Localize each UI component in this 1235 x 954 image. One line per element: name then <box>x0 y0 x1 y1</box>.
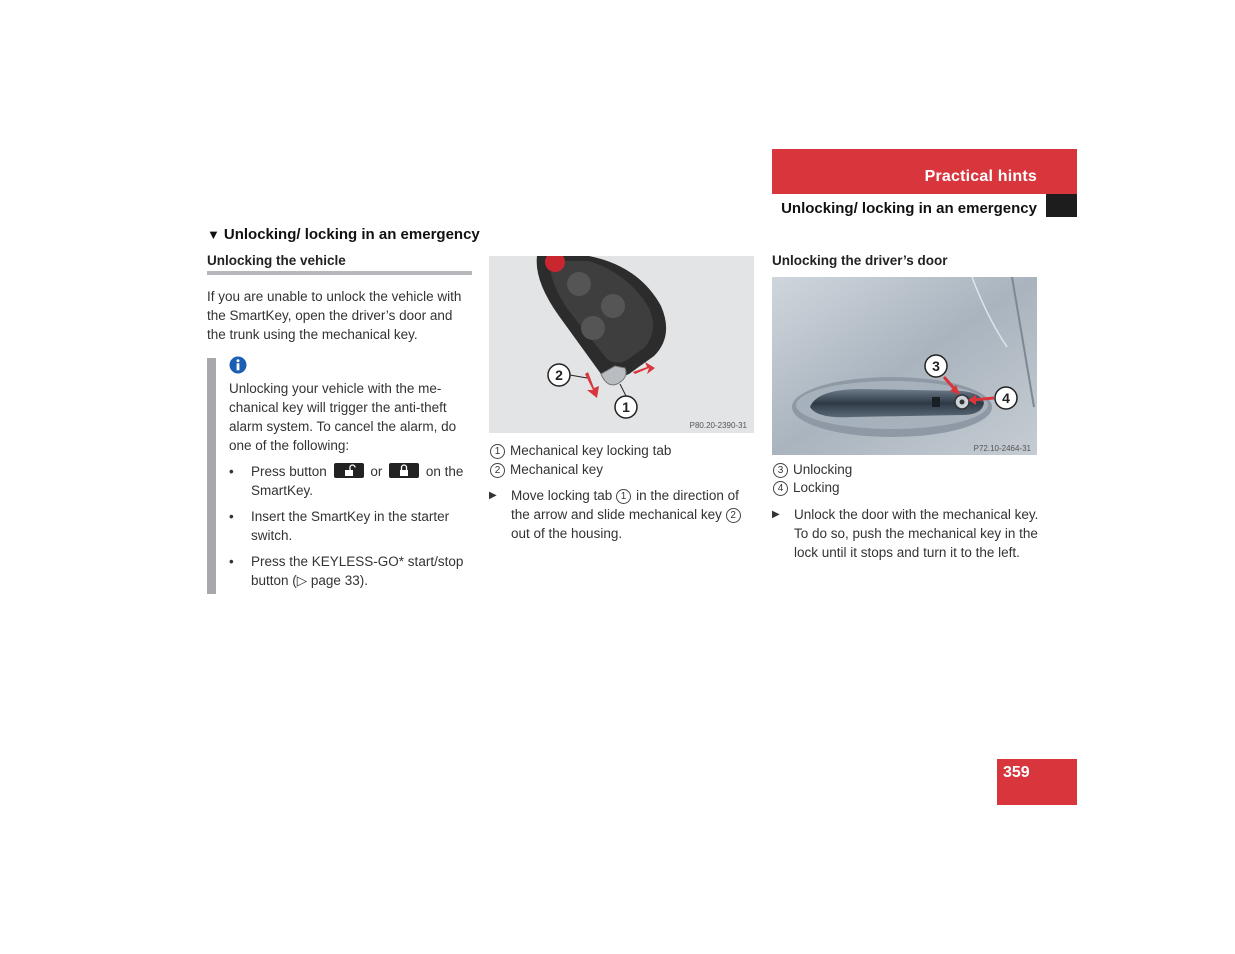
heading-rule <box>207 271 472 275</box>
info-icon <box>229 356 247 374</box>
section-title: Practical hints <box>924 168 1037 185</box>
lock-button-icon <box>389 463 419 478</box>
bullet-2-text: Insert the SmartKey in the starter switch. <box>251 509 450 543</box>
arrow-right-icon: ▶ <box>772 509 780 520</box>
col3-heading: Unlocking the driver’s door <box>772 253 948 268</box>
legend-text-3: Unlocking <box>793 462 853 477</box>
col1-heading: Unlocking the vehicle <box>207 253 346 268</box>
unlock-button-icon <box>334 463 364 478</box>
bullet-dot: • <box>229 554 234 569</box>
page-number: 359 <box>1003 764 1030 781</box>
door-handle-illustration <box>772 277 1037 455</box>
main-heading <box>207 226 480 243</box>
subsection-title: Unlocking/ locking in an emergency <box>781 200 1037 217</box>
bullet-dot: • <box>229 464 234 479</box>
bullet-dot: • <box>229 509 234 524</box>
col3-step <box>772 505 1040 585</box>
bullet-1-before: Press button <box>251 464 327 479</box>
arrow-right-icon: ▶ <box>489 490 497 501</box>
legend-text-1: Mechanical key locking tab <box>510 443 672 458</box>
legend-num-2: 2 <box>490 463 505 478</box>
bullet-1-middle: or <box>370 464 383 479</box>
legend-text-4: Locking <box>793 480 840 495</box>
callout-3-label: 3 <box>932 358 940 374</box>
image-code: P72.10-2464-31 <box>973 444 1031 453</box>
info-bullet-1 <box>229 462 472 502</box>
image-code: P80.20-2390-31 <box>689 421 747 430</box>
step-num-1: 1 <box>616 489 631 504</box>
legend-num-3: 3 <box>773 463 788 478</box>
legend-item-3 <box>773 460 1038 479</box>
main-heading-text: Unlocking/ locking in an emergency <box>223 226 480 243</box>
legend-num-1: 1 <box>490 444 505 459</box>
bullet-1-after: on the SmartKey. <box>251 464 464 498</box>
legend-item-4 <box>773 478 1038 497</box>
col2-step <box>489 486 757 546</box>
callout-4-label: 4 <box>1002 390 1010 406</box>
callout-1-label: 1 <box>622 399 630 415</box>
info-bullet-3 <box>229 552 472 592</box>
step-middle: in the direction of the arrow and slide mechanical key <box>511 488 739 522</box>
info-box-bar <box>207 358 216 594</box>
legend-num-4: 4 <box>773 481 788 496</box>
info-bullet-2 <box>229 507 472 547</box>
smartkey-illustration <box>489 256 754 433</box>
legend-item-2 <box>490 460 755 479</box>
step-before: Move locking tab <box>511 488 613 503</box>
step-num-2: 2 <box>726 508 741 523</box>
bullet-3-text: Press the KEYLESS-GO* start/stop button (▷ page 33). <box>251 554 464 588</box>
col1-intro: If you are unable to unlock the vehicle with the SmartKey, open the driver’s door and the trunk using the mechanical key. <box>207 289 462 342</box>
legend-text-2: Mechanical key <box>510 462 604 477</box>
callout-2-label: 2 <box>555 367 563 383</box>
triangle-down-icon: ▼ <box>207 227 220 242</box>
header-marker-block <box>1046 194 1077 217</box>
info-text: Unlocking your vehicle with the me-chanical key will trigger the anti-theft alarm system. To cancel the alarm, do one of the following: <box>229 381 457 453</box>
legend-item-1 <box>490 441 755 460</box>
step-after: out of the housing. <box>511 526 623 541</box>
col3-step-text: Unlock the door with the mechanical key. To do so, push the mechanical key in the lock until it stops and turn it to the left. <box>794 507 1039 560</box>
